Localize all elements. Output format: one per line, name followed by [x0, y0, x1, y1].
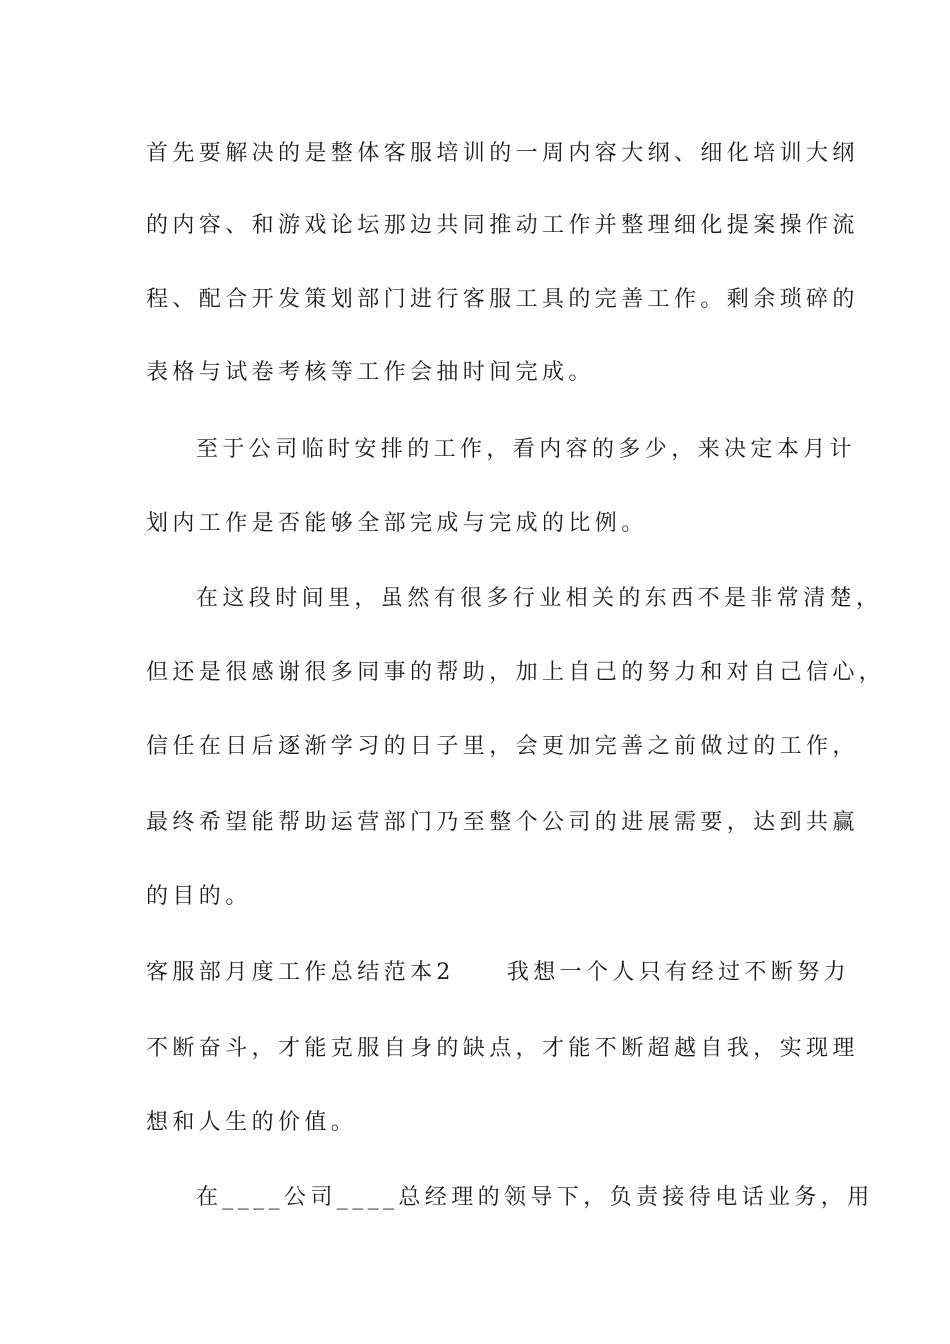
body-line: 划内工作是否能够全部完成与完成的比例。: [146, 511, 648, 536]
section-title-line: [146, 958, 851, 988]
body-line: 最终希望能帮助运营部门乃至整个公司的进展需要，达到共赢: [146, 810, 859, 835]
body-line: 不断奋斗，才能克服自身的缺点，才能不断超越自我，实现理: [146, 1036, 859, 1061]
body-line: 想和人生的价值。: [146, 1110, 358, 1135]
body-line: 的目的。: [146, 884, 252, 909]
body-text: 我想一个人只有经过不断努力: [506, 960, 851, 985]
body-line: 至于公司临时安排的工作，看内容的多少，来决定本月计: [196, 437, 857, 462]
body-line: 在这段时间里，虽然有很多行业相关的东西不是非常清楚，: [196, 586, 883, 611]
body-line: 表格与试卷考核等工作会抽时间完成。: [146, 360, 595, 385]
body-line: 信任在日后逐渐学习的日子里，会更加完善之前做过的工作，: [146, 734, 859, 759]
body-line: 程、配合开发策划部门进行客服工具的完善工作。剩余琐碎的: [146, 287, 859, 312]
body-line: 首先要解决的是整体客服培训的一周内容大纲、细化培训大纲: [146, 141, 859, 166]
section-title: 客服部月度工作总结范本2: [146, 960, 455, 985]
body-line: 但还是很感谢很多同事的帮助，加上自己的努力和对自己信心，: [146, 660, 886, 685]
body-line: 在____公司____总经理的领导下，负责接待电话业务，用: [196, 1185, 874, 1210]
body-line: 的内容、和游戏论坛那边共同推动工作并整理细化提案操作流: [146, 213, 859, 238]
